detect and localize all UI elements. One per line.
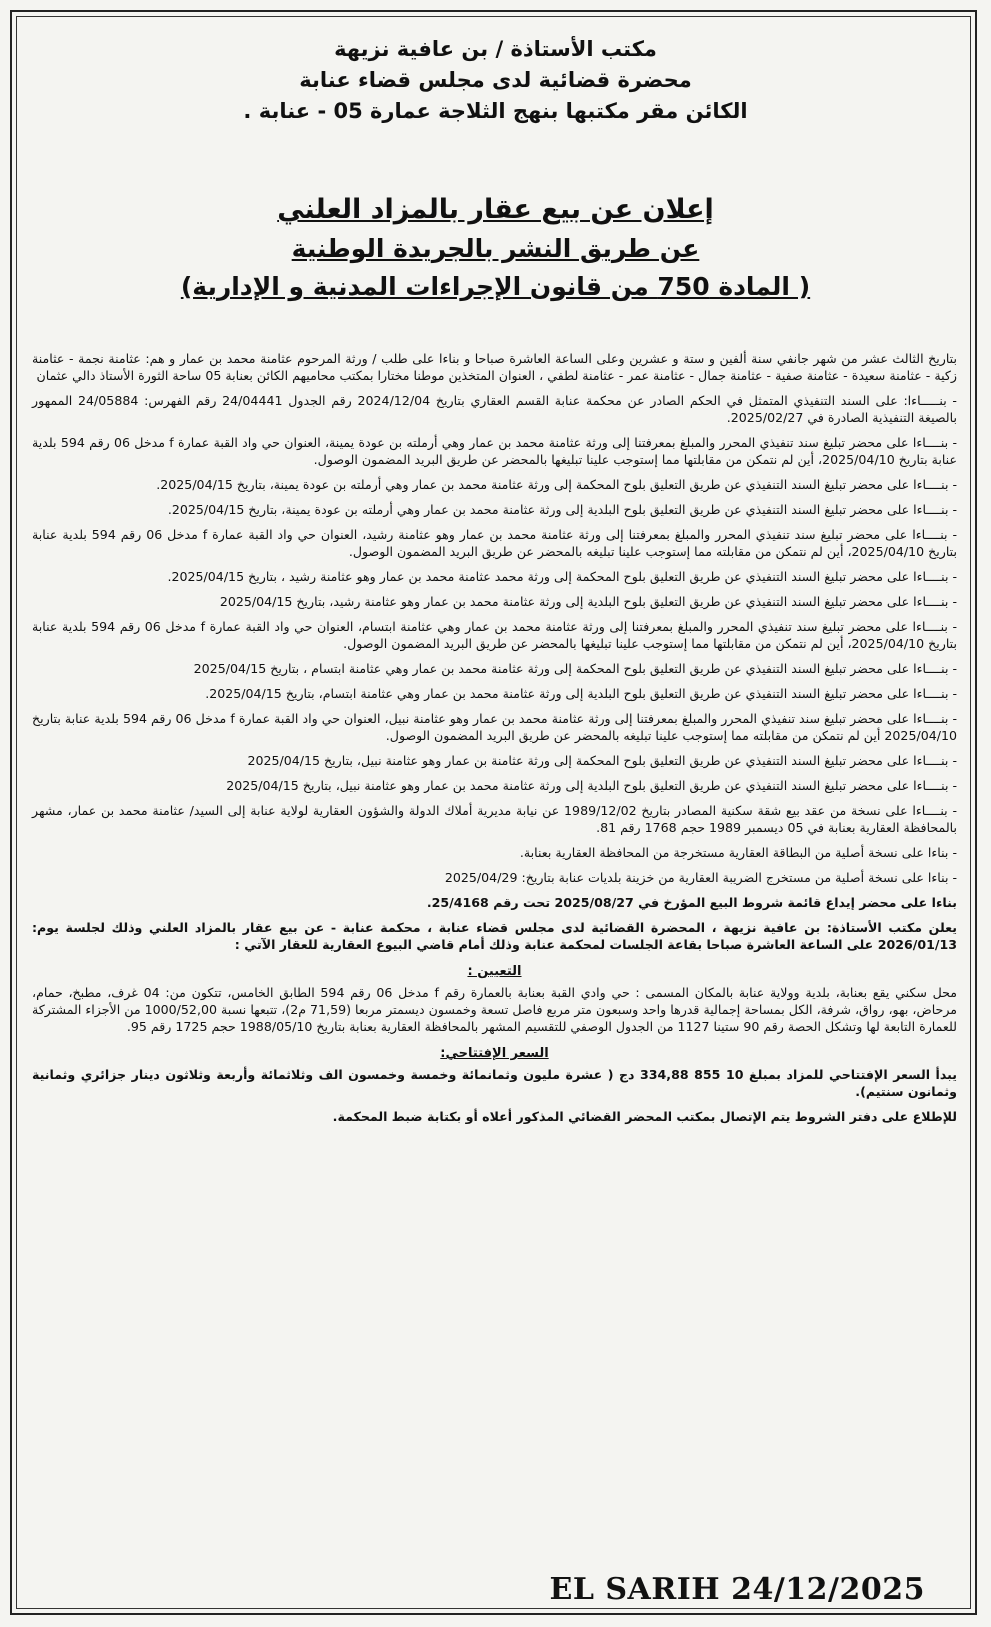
announcement-titles [0,190,991,306]
paragraph-item: - بنــــاءا على محضر تبليغ السند التنفيذي عن طريق التعليق بلوح البلدية إلى ورثة عثامنة محمد بن عمار وهي أرملته بن عودة يمينة، بتاريخ 2025/04/15. [167,502,957,517]
taayin-title: التعيين : [467,964,522,979]
paragraph-item: - بنــــاءا على محضر تبليغ السند التنفيذي عن طريق التعليق بلوح البلدية إلى ورثة عثامنة محمد بن عمار وهو عثامنة نبيل، بتاريخ 2025/04/15 [226,778,957,793]
legal-article-title: ( المادة 750 من قانون الإجراءات المدنية و الإدارية) [180,272,811,301]
price-title: السعر الإفتتاحي: [440,1046,549,1061]
paragraph-item: - بنـــــاءا: على السند التنفيذي المتمثل في الحكم الصادر عن محكمة عنابة القسم العقاري بتاريخ 2024/12/04 رقم الجدول 24/04441 رقم الفهرس: 24/05884 الممهور بالصيغة التنفيذية الصادرة في 2025/02/27. [32,393,957,425]
paragraph-item: - بنــــاءا على محضر تبليغ سند تنفيذي المحرر والمبلغ بمعرفتنا إلى ورثة عثامنة محمد بن عمار وهو عثامنة نبيل، العنوان حي واد القبة عمارة f مدخل 06 رقم 594 بلدية عنابة بتاريخ 2025/04/10 أين لم نتمكن من مقابلته مما إستوجب علينا تبليغه بالمحضر عن طريق البريد المضمون الوصول. [32,711,957,743]
announcement-body [32,350,957,1133]
paragraph-item: - بنــــاءا على محضر تبليغ سند تنفيذي المحرر والمبلغ بمعرفتنا إلى ورثة عثامنة محمد بن عمار وهو عثامنة رشيد، العنوان حي واد القبة عمارة f مدخل 06 رقم 594 بلدية عنابة بتاريخ 2025/04/10، أين لم نتمكن من مقابلته مما إستوجب علينا تبليغه بالمحضر عن طريق البريد المضمون الوصول. [32,527,957,559]
paragraph-item: - بناءا على نسخة أصلية من البطاقة العقارية مستخرجة من المحافظة العقارية بعنابة. [519,845,957,860]
paragraph-auction-date: يعلن مكتب الأستاذة: بن عافية نزيهة ، المحضرة القضائية لدى مجلس قضاء عنابة ، محكمة عنابة - عن بيع عقار بالمزاد العلني وذلك لجلسة يوم: 2026/01/13 على الساعة العاشرة صباحا بقاعة الجلسات لمحكمة عنابة وذلك أمام قاضي البيوع العقارية للعقار الآتي : [32,920,957,952]
office-header [0,34,991,127]
sub-title: عن طريق النشر بالجريدة الوطنية [291,234,700,263]
office-name: مكتب الأستاذة / بن عافية نزيهة [334,37,657,61]
taayin-text: محل سكني يقع بعنابة، بلدية وولاية عنابة بالمكان المسمى : حي وادي القبة بعنابة بالعمارة رقم f مدخل 06 رقم 594 الطابق الخامس، تتكون من: 04 غرف، مطبخ، حمام، مرحاض، بهو، رواق، شرفة، الكل بمساحة إجمالية قدرها واحد وسبعون متر مربع فاصل تسعة وخمسون ديسمتر مربعا (71,59 م2)، تتبعها نسبة 1000/52,00 من الأجزاء المشتركة للعمارة التابعة لها وتشكل الحصة رقم 90 ستينا 1127 من الجدول الوصفي للتقسيم المشهر بالمحافظة العقارية بعنابة بتاريخ 1988/05/10 حجم 1725 رقم 95. [32,985,958,1034]
newspaper-footer-stamp: EL SARIH 24/12/2025 [549,1572,925,1607]
paragraph-item: - بنــــاءا على محضر تبليغ السند التنفيذي عن طريق التعليق بلوح البلدية إلى ورثة عثامنة محمد بن عمار وهي عثامنة ابتسام، بتاريخ 2025/04/15. [205,686,957,701]
paragraph-deposit: بناءا على محضر إيداع قائمة شروط البيع المؤرخ في 2025/08/27 تحت رقم 25/4168. [426,895,957,910]
paragraph-item: - بنــــاءا على محضر تبليغ السند التنفيذي عن طريق التعليق بلوح المحكمة إلى ورثة عثامنة محمد بن عمار وهي عثامنة ابتسام ، بتاريخ 2025/04/15 [193,661,957,676]
paragraph-item: - بنــــاءا على محضر تبليغ سند تنفيذي المحرر والمبلغ بمعرفتنا إلى ورثة عثامنة محمد بن عمار وهي أرملته بن عودة يمينة، العنوان حي واد القبة عمارة f مدخل 06 رقم 594 بلدية عنابة بتاريخ 2025/04/10، أين لم نتمكن من مقابلتها مما إستوجب علينا تبليغها بالمحضر عن طريق البريد المضمون الوصول. [32,435,958,467]
price-text: يبدأ السعر الإفتتاحي للمزاد بمبلغ 10 855 334,88 دج ( عشرة مليون وثمانمائة وخمسة وخمسون الف وثلاثمائة وأربعة وثلاثون دينار جزائري وثمانية وثمانون سنتيم). [32,1067,957,1099]
main-title: إعلان عن بيع عقار بالمزاد العلني [277,194,714,225]
paragraph-intro: بتاريخ الثالث عشر من شهر جانفي سنة ألفين و ستة و عشرين وعلى الساعة العاشرة صباحا و بناءا على طلب / ورثة المرحوم عثامنة محمد بن عمار و هم: عثامنة نجمة - عثامنة زكية - عثامنة سعيدة - عثامنة صفية - عثامنة جمال - عثامنة عمر - عثامنة لطفي ، العنوان المتخذين موطنا مختارا بمكتب محاميهم الكائن بعنابة 05 ساحة الثورة الأستاذ دالي عثمان [32,351,957,383]
paragraph-item: - بنــــاءا على محضر تبليغ السند التنفيذي عن طريق التعليق بلوح المحكمة إلى ورثة عثامنة محمد بن عمار وهي أرملته بن عودة يمينة، بتاريخ 2025/04/15. [156,477,957,492]
paragraph-item: - بنــــاءا على محضر تبليغ سند تنفيذي المحرر والمبلغ بمعرفتنا إلى ورثة عثامنة محمد بن عمار وهي عثامنة ابتسام، العنوان حي واد القبة عمارة f مدخل 06 رقم 594 بلدية عنابة بتاريخ 2025/04/10، أين لم نتمكن من مقابلتها مما إستوجب علينا تبليغها بالمحضر عن طريق البريد المضمون الوصول. [32,619,957,651]
office-role: محضرة قضائية لدى مجلس قضاء عنابة [299,68,692,92]
paragraph-item: - بنــــاءا على محضر تبليغ السند التنفيذي عن طريق التعليق بلوح المحكمة إلى ورثة محمد عثامنة محمد بن عمار وهو عثامنة رشيد ، بتاريخ 2025/04/15. [167,569,957,584]
paragraph-item: - بنــــاءا على نسخة من عقد بيع شقة سكنية المصادر بتاريخ 1989/12/02 عن نيابة مديرية أملاك الدولة والشؤون العقارية لولاية عنابة إلى السيد/ عثامنة محمد بن عمار، مشهر بالمحافظة العقارية بعنابة في 05 ديسمبر 1989 حجم 1768 رقم 81. [32,803,957,835]
paragraph-item: - بنــــاءا على محضر تبليغ السند التنفيذي عن طريق التعليق بلوح المحكمة إلى ورثة عثامنة بن عمار وهو عثامنة نبيل، بتاريخ 2025/04/15 [247,753,957,768]
office-address: الكائن مقر مكتبها بنهج الثلاجة عمارة 05 - عنابة . [243,99,748,123]
closing-note: للإطلاع على دفتر الشروط يتم الإتصال بمكتب المحضر القضائي المذكور أعلاه أو بكتابة ضبط المحكمة. [332,1109,957,1124]
paragraph-item: - بنــــاءا على محضر تبليغ السند التنفيذي عن طريق التعليق بلوح البلدية إلى ورثة عثامنة محمد بن عمار وهو عثامنة رشيد، بتاريخ 2025/04/15 [219,594,957,609]
paragraph-item: - بناءا على نسخة أصلية من مستخرج الضريبة العقارية من خزينة بلديات عنابة بتاريخ: 2025/04/29 [444,870,957,885]
